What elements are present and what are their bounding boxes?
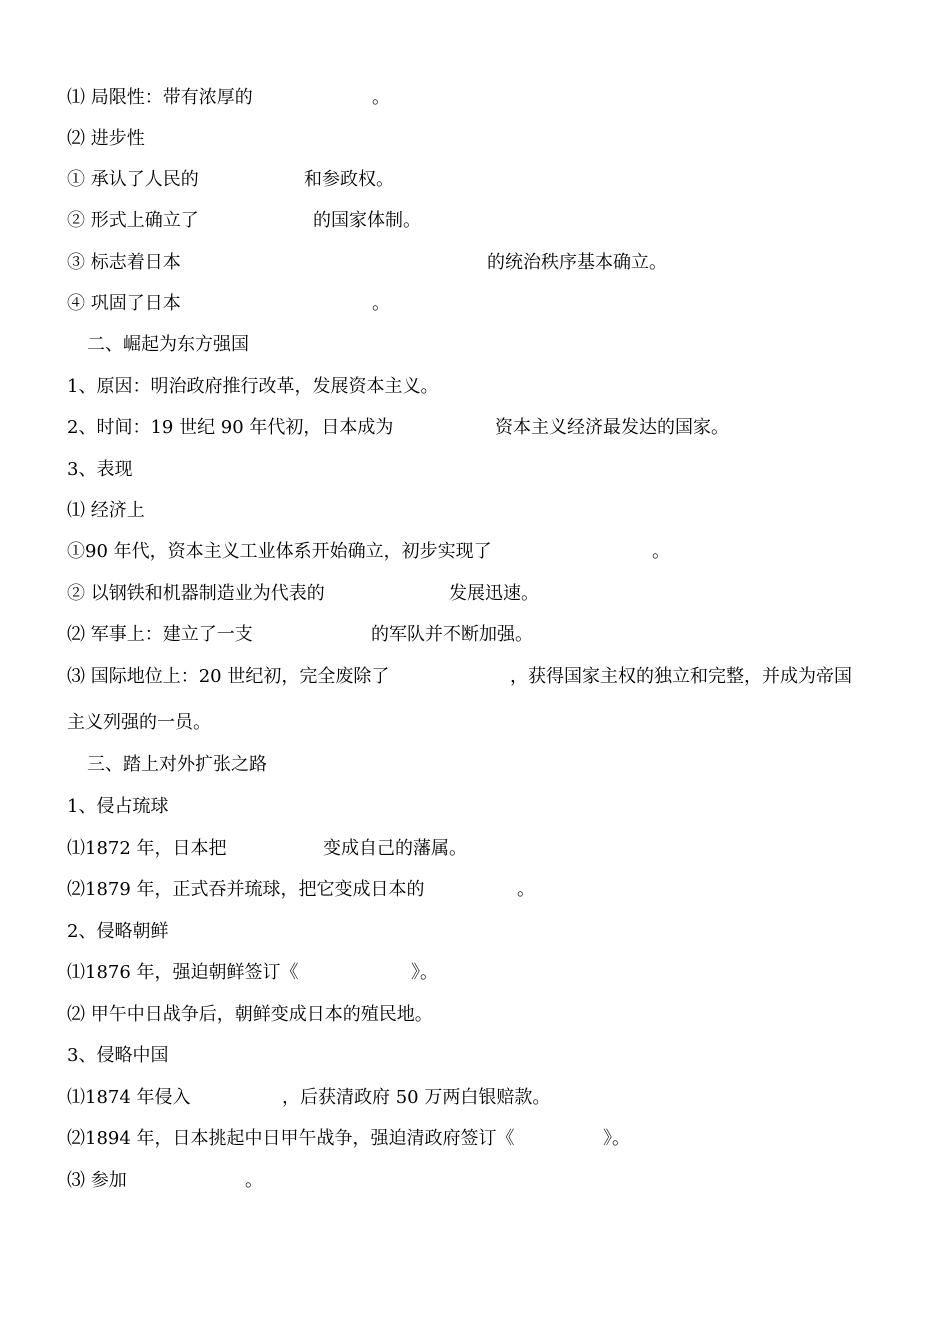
international-end: ，获得国家主权的独立和完整，并成为帝国 bbox=[510, 666, 852, 687]
china-item-1-text: ⑴1874 年侵入 bbox=[67, 1087, 191, 1108]
china-heading-text: 3、侵略中国 bbox=[67, 1045, 169, 1066]
china-item-2-text: ⑵1894 年，日本挑起中日甲午战争，强迫清政府签订《 bbox=[67, 1128, 515, 1149]
limitation-end: 。 bbox=[372, 87, 390, 108]
progress-item-1-text: ① 承认了人民的 bbox=[67, 169, 199, 190]
section-2-title: 二、崛起为东方强国 bbox=[87, 334, 249, 355]
progress-item-3-text: ③ 标志着日本 bbox=[67, 252, 181, 273]
time-text: 2、时间：19 世纪 90 年代初，日本成为 bbox=[67, 417, 394, 438]
military-end: 的军队并不断加强。 bbox=[371, 624, 533, 645]
progress-heading-text: ⑵ 进步性 bbox=[67, 128, 145, 149]
china-item-3-text: ⑶ 参加 bbox=[67, 1170, 127, 1191]
progress-item-4-text: ④ 巩固了日本 bbox=[67, 293, 181, 314]
ryukyu-heading-text: 1、侵占琉球 bbox=[67, 796, 169, 817]
progress-item-4-end: 。 bbox=[372, 293, 390, 314]
economy-item-2-end: 发展迅速。 bbox=[449, 583, 539, 604]
progress-item-2-text: ② 形式上确立了 bbox=[67, 210, 199, 231]
international-text: ⑶ 国际地位上：20 世纪初，完全废除了 bbox=[67, 666, 390, 687]
economy-item-1-text: ①90 年代，资本主义工业体系开始确立，初步实现了 bbox=[67, 541, 492, 562]
time-end: 资本主义经济最发达的国家。 bbox=[495, 417, 729, 438]
international-continued-text: 主义列强的一员。 bbox=[67, 712, 211, 733]
section-3-title: 三、踏上对外扩张之路 bbox=[87, 754, 267, 775]
limitation-text: ⑴ 局限性：带有浓厚的 bbox=[67, 87, 253, 108]
economy-item-1-end: 。 bbox=[652, 541, 670, 562]
china-item-1-end: ，后获清政府 50 万两白银赔款。 bbox=[282, 1087, 551, 1108]
ryukyu-item-1-end: 变成自己的藩属。 bbox=[323, 838, 467, 859]
korea-item-2-text: ⑵ 甲午中日战争后，朝鲜变成日本的殖民地。 bbox=[67, 1004, 433, 1025]
progress-item-1-end: 和参政权。 bbox=[304, 169, 394, 190]
military-text: ⑵ 军事上：建立了一支 bbox=[67, 624, 253, 645]
korea-heading-text: 2、侵略朝鲜 bbox=[67, 921, 169, 942]
economy-heading-text: ⑴ 经济上 bbox=[67, 500, 145, 521]
progress-item-3-end: 的统治秩序基本确立。 bbox=[487, 252, 667, 273]
ryukyu-item-1-text: ⑴1872 年，日本把 bbox=[67, 838, 227, 859]
economy-item-2-text: ② 以钢铁和机器制造业为代表的 bbox=[67, 583, 325, 604]
reason-text: 1、原因：明治政府推行改革，发展资本主义。 bbox=[67, 376, 439, 397]
ryukyu-item-2-end: 。 bbox=[517, 879, 535, 900]
progress-item-2-end: 的国家体制。 bbox=[313, 210, 421, 231]
ryukyu-item-2-text: ⑵1879 年，正式吞并琉球，把它变成日本的 bbox=[67, 879, 425, 900]
korea-item-1-end: 》。 bbox=[411, 962, 438, 983]
china-item-3-end: 。 bbox=[245, 1170, 263, 1191]
performance-heading-text: 3、表现 bbox=[67, 459, 133, 480]
china-item-2-end: 》。 bbox=[603, 1128, 630, 1149]
korea-item-1-text: ⑴1876 年，强迫朝鲜签订《 bbox=[67, 962, 299, 983]
